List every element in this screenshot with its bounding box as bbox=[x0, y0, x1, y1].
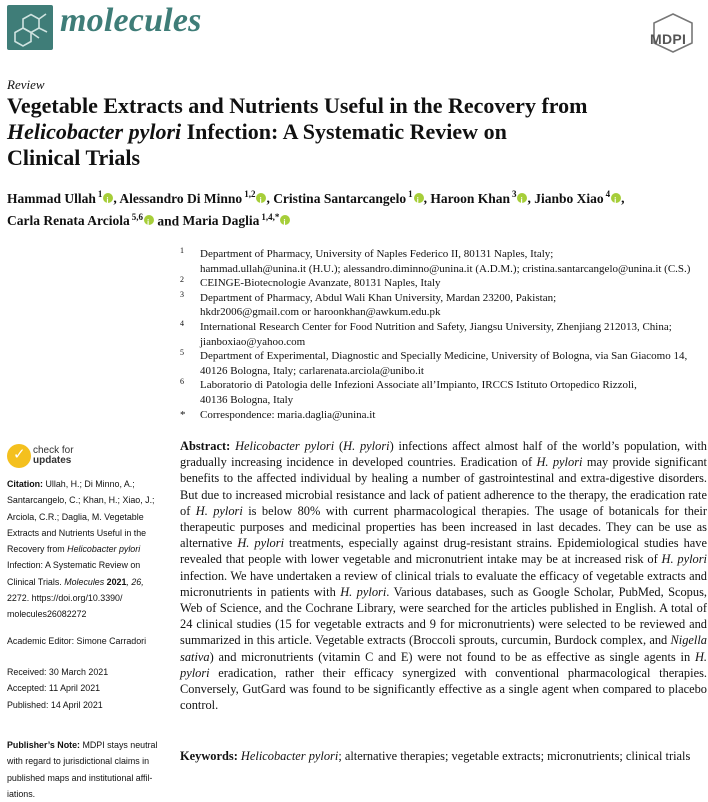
abstract-italic-term: H. pylori bbox=[661, 552, 707, 567]
orcid-icon[interactable] bbox=[103, 193, 113, 203]
citation-block bbox=[7, 476, 167, 623]
abstract bbox=[180, 438, 707, 713]
affiliation-line: 40126 Bologna, Italy; carlarenata.arciola@unibo.it bbox=[200, 364, 424, 377]
keywords bbox=[180, 748, 707, 764]
abstract-italic-term: H. pylori bbox=[343, 439, 390, 453]
citation-text: Ullah, H.; Di Minno, A.; bbox=[43, 479, 135, 489]
abstract-italic-term: Helicobacter pylori bbox=[235, 439, 335, 453]
affiliation-line: Correspondence: maria.daglia@unina.it bbox=[200, 408, 376, 421]
author-affiliation-number: 1 bbox=[408, 189, 413, 199]
abstract-text: is below 80% with current pharmacological therapies. The usage of botanicals for their therapeutic purposes and medicinal properties has been increased in last decades. They can be use as alternative bbox=[180, 503, 707, 551]
keywords-label: Keywords: bbox=[180, 749, 238, 763]
check-for-updates-badge[interactable] bbox=[7, 444, 107, 470]
article-title bbox=[7, 93, 707, 171]
title-line-2 bbox=[7, 119, 707, 145]
author[interactable] bbox=[534, 191, 621, 206]
affiliation-line: Department of Experimental, Diagnostic and Specially Medicine, University of Bologna, via San Giacomo 14, bbox=[200, 350, 688, 363]
citation-text: Clinical Trials. bbox=[7, 576, 65, 587]
check-icon bbox=[7, 444, 31, 468]
author-name: Cristina Santarcangelo bbox=[273, 190, 407, 206]
date-accepted: Accepted: 11 April 2021 bbox=[7, 683, 101, 694]
author[interactable] bbox=[273, 191, 423, 206]
orcid-icon[interactable] bbox=[611, 193, 621, 203]
title-line-1: Vegetable Extracts and Nutrients Useful in the Recovery from bbox=[7, 93, 588, 118]
author-name: Alessandro Di Minno bbox=[119, 190, 243, 206]
publishers-note-label: Publisher’s Note: bbox=[7, 740, 80, 750]
affiliations bbox=[180, 247, 708, 422]
affiliation bbox=[180, 349, 708, 378]
author-name: Jianbo Xiao bbox=[534, 190, 604, 206]
abstract-text: . Various databases, such as Google Scholar, PubMed, Scopus, Web of Science, and the Cochrane Library, were searched for the articles published in English. A total of 24 clinical studies (15 for vegetable extracts and 9 for micronutrients) were selected to be reviewed and summarized in this article. Vegetable extracts (Broccoli sprouts, curcumin, Burdock complex, and bbox=[180, 584, 707, 648]
affiliation bbox=[180, 408, 708, 423]
abstract-text: may provide significant benefits to the affected individual by healing a number of gastrointestinal and extra-digestive disorders. But due to increased microbial resistance and lack of patient adherence to the therapy, the eradication rate of bbox=[180, 455, 707, 518]
citation-journal: Molecules bbox=[64, 576, 105, 587]
publisher-logo bbox=[648, 12, 698, 54]
affiliation-line: 40136 Bologna, Italy bbox=[200, 393, 294, 406]
date-published: Published: 14 April 2021 bbox=[7, 699, 103, 710]
citation-doi-link[interactable]: 2272. https://doi.org/10.3390/ bbox=[7, 593, 123, 604]
journal-logo bbox=[7, 5, 53, 50]
author-name: Haroon Khan bbox=[430, 190, 510, 206]
author-affiliation-number: 1 bbox=[97, 189, 103, 199]
affiliation-number: 1 bbox=[180, 246, 184, 255]
affiliation-number: 6 bbox=[180, 377, 184, 387]
affiliation bbox=[180, 247, 708, 276]
publisher-name: MDPI bbox=[650, 31, 687, 47]
abstract-italic-term: H. pylori bbox=[195, 503, 243, 518]
abstract-text: eradication, rather their efficacy synergized with conventional pharmacological therapies. Conversely, GutGard was found to be significantly effective as a single agent when compared to placebo control. bbox=[180, 665, 707, 713]
affiliation-line: Department of Pharmacy, Abdul Wali Khan University, Mardan 23200, Pakistan; bbox=[200, 291, 557, 304]
affiliation bbox=[180, 320, 708, 349]
author[interactable] bbox=[119, 191, 266, 206]
affiliation-line: jianboxiao@yahoo.com bbox=[200, 335, 306, 348]
affiliation-line: hammad.ullah@unina.it (H.U.); alessandro.diminno@unina.it (A.D.M.); cristina.santarcangelo@unina.it (C.S.) bbox=[200, 262, 691, 275]
article-type: Review bbox=[7, 77, 45, 92]
citation-volume: , 26, bbox=[126, 576, 144, 587]
author[interactable] bbox=[7, 191, 113, 206]
citation-text: Recovery from bbox=[7, 544, 68, 555]
affiliation-line: Department of Pharmacy, University of Naples Federico II, 80131 Naples, Italy; bbox=[200, 248, 554, 260]
citation-text: Arciola, C.R.; Daglia, M. Vegetable bbox=[7, 511, 144, 522]
journal-name: molecules bbox=[60, 2, 202, 39]
author-affiliation-number: 5,6 bbox=[131, 211, 143, 222]
citation-text: Extracts and Nutrients Useful in the bbox=[7, 527, 147, 538]
author-affiliation-number: 1,2 bbox=[244, 189, 256, 199]
author-affiliation-number: 4 bbox=[605, 189, 611, 199]
abstract-text: infection. We have undertaken a review of clinical trials to evaluate the efficacy of vegetable extracts and micronutrients in patients with bbox=[180, 568, 707, 599]
orcid-icon[interactable] bbox=[517, 193, 527, 203]
keyword-organism: Helicobacter pylori bbox=[237, 749, 339, 763]
affiliation bbox=[180, 291, 708, 320]
author-list: Hammad Ullah $^1$i , Alessandro Di Minno $^{1,2}$i , Cristina Santarcangelo $^1$i , Haroon Khan $^3$i , Jianbo Xiao $^4$i , Carla Renata Arciola $^{5,6}$i and Maria Daglia $^{1,4,*}$i bbox=[7, 185, 707, 230]
citation-label: Citation: bbox=[7, 479, 43, 489]
author[interactable] bbox=[183, 213, 291, 228]
dates-block bbox=[7, 664, 167, 713]
affiliation-line: CEINGE-Biotecnologie Avanzate, 80131 Naples, Italy bbox=[200, 277, 441, 290]
publishers-note-text: with regard to jurisdictional claims in bbox=[7, 756, 150, 767]
abstract-italic-term: Nigella sativa bbox=[180, 633, 707, 664]
author-name: Maria Daglia bbox=[182, 213, 260, 228]
date-received: Received: 30 March 2021 bbox=[7, 667, 109, 677]
abstract-text: ( bbox=[334, 439, 344, 453]
author[interactable] bbox=[430, 191, 527, 206]
abstract-italic-term: H. pylori bbox=[340, 584, 387, 599]
affiliation-number: * bbox=[180, 408, 186, 421]
abstract-italic-term: H. pylori bbox=[237, 536, 285, 551]
author-affiliation-number: 3 bbox=[511, 189, 517, 199]
abstract-text: treatments, especially against drug-resistant strains. Epidemiological studies have revealed that people with lower vegetable and micronutrient intake may be at increased risk of bbox=[180, 536, 707, 567]
citation-year: 2021 bbox=[104, 576, 127, 587]
author-affiliation-number: 1,4,* bbox=[261, 211, 280, 222]
affiliation-number: 5 bbox=[180, 348, 184, 358]
abstract-label: Abstract: bbox=[180, 439, 231, 453]
title-organism: Helicobacter pylori bbox=[7, 119, 182, 144]
abstract-text: ) infections affect almost half of the world’s population, with gradually increasing incidence in developed countries. Eradication of bbox=[180, 439, 707, 470]
author-name: Hammad Ullah bbox=[7, 190, 96, 206]
hexagon-molecule-icon bbox=[7, 5, 53, 50]
publishers-note-text: MDPI stays neutral bbox=[80, 740, 158, 750]
orcid-icon[interactable] bbox=[280, 215, 290, 225]
orcid-icon[interactable] bbox=[256, 193, 266, 203]
citation-doi-link[interactable]: molecules26082272 bbox=[7, 609, 87, 620]
affiliation bbox=[180, 276, 708, 291]
check-updates-line2: updates bbox=[33, 455, 72, 466]
affiliation-line: International Research Center for Food Nutrition and Safety, Jiangsu University, Zhenjiang 212013, China; bbox=[200, 320, 672, 333]
academic-editor: Academic Editor: Simone Carradori bbox=[7, 636, 147, 646]
abstract-italic-term: H. pylori bbox=[180, 649, 707, 680]
affiliation-number: 2 bbox=[180, 275, 184, 285]
publishers-note-text: published maps and institutional affil- bbox=[7, 772, 153, 783]
publishers-note bbox=[7, 737, 167, 802]
title-line-3: Clinical Trials bbox=[7, 145, 141, 170]
affiliation-number: 3 bbox=[180, 289, 184, 299]
title-line-2-rest: Infection: A Systematic Review on bbox=[181, 119, 507, 144]
affiliation-line: Laboratorio di Patologia delle Infezioni Associate all’Impianto, IRCCS Istituto Ortopedico Rizzoli, bbox=[200, 379, 637, 392]
affiliation bbox=[180, 378, 708, 407]
citation-text: Infection: A Systematic Review on bbox=[7, 560, 141, 571]
publishers-note-text: iations. bbox=[7, 788, 36, 799]
affiliation-line: hkdr2006@gmail.com or haroonkhan@awkum.edu.pk bbox=[200, 306, 441, 319]
author-name: Carla Renata Arciola bbox=[7, 213, 130, 228]
citation-organism: Helicobacter pylori bbox=[67, 544, 141, 555]
abstract-text: ) and micronutrients (vitamin C and E) were not found to be as effective as single agents in bbox=[209, 649, 695, 664]
orcid-icon[interactable] bbox=[144, 215, 154, 225]
author[interactable] bbox=[7, 213, 154, 228]
check-updates-line1: check for bbox=[33, 445, 74, 456]
orcid-icon[interactable] bbox=[414, 193, 424, 203]
keywords-list: ; alternative therapies; vegetable extracts; micronutrients; clinical trials bbox=[338, 749, 691, 763]
citation-text: Santarcangelo, C.; Khan, H.; Xiao, J.; bbox=[7, 495, 155, 506]
abstract-italic-term: H. pylori bbox=[536, 455, 583, 470]
affiliation-number: 4 bbox=[180, 318, 184, 328]
